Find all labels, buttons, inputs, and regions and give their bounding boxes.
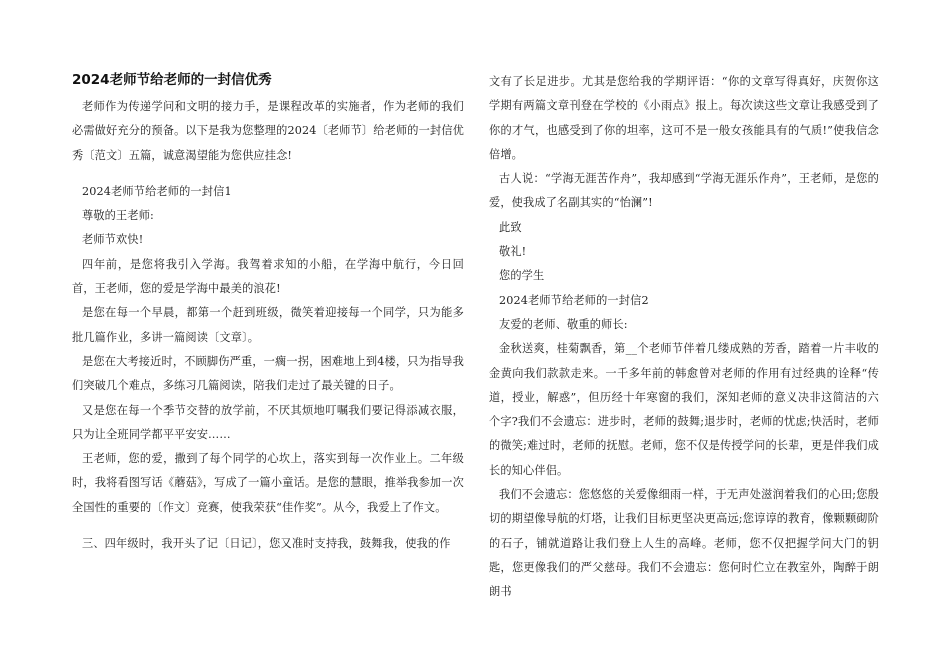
body-paragraph: 金秋送爽，桂菊飘香，第__个老师节伴着几缕成熟的芳香，踏着一片丰收的金黄向我们款款走来。一千多年前的韩愈曾对老师的作用有过经典的诠释“传道，授业，解惑”，但历经十年寒窗的我们，深知老师的意义决非这简洁的六个字?我们不会遗忘：进步时，老师的鼓舞;退步时，老师的忧虑;快活时，老师的微笑;难过时，老师的抚慰。老师，您不仅是传授学问的长辈，更是伴我们成长的知心伴侣。 — [489, 342, 879, 477]
letter-heading: 2024老师节给老师的一封信1 — [82, 184, 232, 198]
closing-line: 此致 — [499, 220, 522, 234]
body-paragraph: 王老师，您的爱，撒到了每个同学的心坎上，落实到每一次作业上。二年级时，我将看图写话《蘑菇》，写成了一篇小童话。是您的慧眼，推举我参加一次全国性的重要的〔作文〕竞赛，使我荣获“佳作奖”。从今，我爱上了作文。 — [72, 452, 464, 514]
intro-paragraph: 老师作为传递学问和文明的接力手，是课程改革的实施者，作为老师的我们必需做好充分的预备。以下是我为您整理的2024〔老师节〕给老师的一封信优秀〔范文〕五篇，诚意渴望能为您供应挂念! — [72, 100, 464, 162]
closing-line: 敬礼! — [499, 245, 527, 259]
body-paragraph: 是您在大考接近时，不顾脚伤严重，一瘸一拐，困难地上到4楼，只为指导我们突破几个难点，多练习几篇阅读，陪我们走过了最关键的日子。 — [72, 354, 464, 393]
greeting: 老师节欢快! — [82, 233, 144, 247]
body-paragraph: 我们不会遗忘：您悠悠的关爱像细雨一样，于无声处滋润着我们的心田;您殷切的期望像导航的灯塔，让我们目标更坚决更高远;您谆谆的教育，像颗颗砌阶的石子，铺就道路让我们登上人生的高峰。老师，您不仅把握学问大门的钥匙，您更像我们的严父慈母。我们不会遗忘：您何时伫立在教室外，陶醉于朗朗书 — [489, 488, 879, 599]
body-paragraph: 文有了长足进步。尤其是您给我的学期评语：“你的文章写得真好，庆贺你这学期有两篇文章刊登在学校的《小雨点》报上。每次读这些文章让我感受到了你的才气，也感受到了你的坦率，这可不是一般女孩能具有的气质!”使我信念倍增。 — [489, 75, 879, 161]
left-column — [72, 70, 464, 556]
document-title: 2024老师节给老师的一封信优秀 — [72, 72, 272, 88]
body-paragraph: 古人说：“学海无涯苦作舟”，我却感到“学海无涯乐作舟”，王老师，是您的爱，使我成了名副其实的“怡澜”! — [489, 172, 879, 210]
body-paragraph: 四年前，是您将我引入学海。我驾着求知的小船，在学海中航行，今日回首，王老师，您的爱是学海中最美的浪花! — [72, 257, 464, 296]
right-column — [489, 70, 879, 605]
salutation: 友爱的老师、敬重的师长: — [499, 317, 628, 331]
body-paragraph: 是您在每一个早晨，都第一个赶到班级，微笑着迎接每一个同学，只为能多批几篇作业，多讲一篇阅读〔文章〕。 — [72, 306, 464, 344]
spacer — [72, 168, 464, 180]
letter-heading: 2024老师节给老师的一封信2 — [499, 293, 649, 307]
salutation: 尊敬的王老师: — [82, 209, 154, 223]
signature-line: 您的学生 — [499, 269, 545, 283]
spacer — [72, 520, 464, 532]
body-paragraph: 三、四年级时，我开头了记〔日记〕，您又准时支持我，鼓舞我，使我的作 — [82, 537, 451, 551]
body-paragraph: 又是您在每一个季节交替的放学前，不厌其烦地叮嘱我们要记得添减衣服，只为让全班同学都平平安安…… — [72, 403, 464, 441]
